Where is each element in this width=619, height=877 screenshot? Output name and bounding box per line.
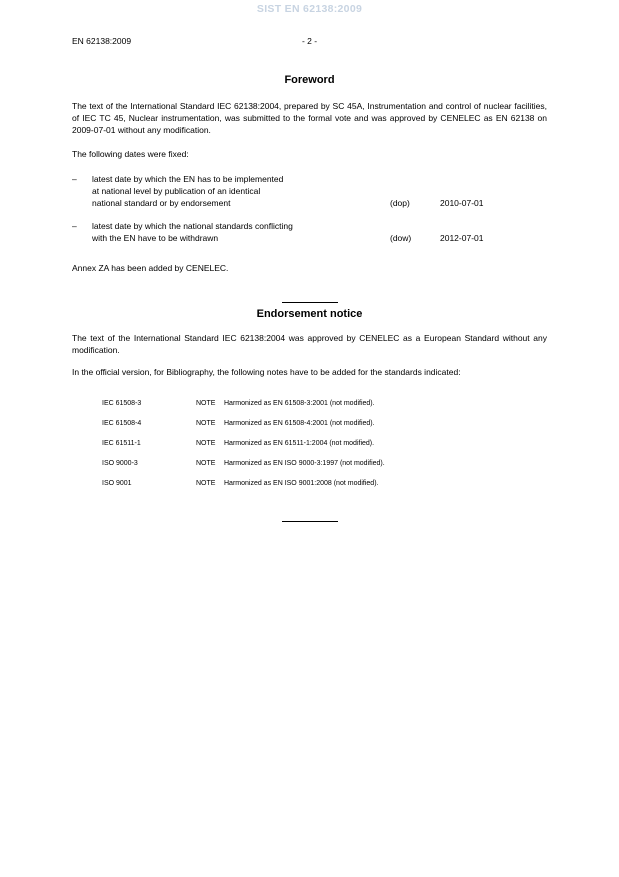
section-divider	[0, 290, 619, 308]
watermark-text: SIST EN 62138:2009	[256, 3, 363, 15]
note-text: Harmonized as EN 61511-1:2004 (not modified).	[224, 440, 375, 447]
note-row	[102, 460, 547, 480]
note-text: Harmonized as EN ISO 9000-3:1997 (not modified).	[224, 460, 385, 467]
list-dash: –	[72, 221, 77, 231]
section-divider	[0, 509, 619, 527]
date-entry-description: latest date by which the EN has to be implemented at national level by publication of an identical national standard or by endorsement	[92, 174, 284, 209]
date-entry-value: 2010-07-01	[440, 198, 484, 209]
endorsement-paragraph-1: The text of the International Standard IEC 62138:2004 was approved by CENELEC as a European Standard without any modification.	[72, 333, 547, 356]
header-page-number: - 2 -	[301, 36, 318, 46]
note-standard: IEC 61508-3	[102, 400, 142, 407]
note-label: NOTE	[196, 440, 216, 447]
note-label: NOTE	[196, 480, 216, 487]
note-standard: IEC 61511-1	[102, 440, 141, 447]
note-text: Harmonized as EN 61508-4:2001 (not modified).	[224, 420, 375, 427]
note-label: NOTE	[196, 460, 216, 467]
note-row	[102, 400, 547, 420]
note-standard: ISO 9000-3	[102, 460, 138, 467]
note-row	[102, 440, 547, 460]
date-entry-value: 2012-07-01	[440, 233, 484, 244]
note-label: NOTE	[196, 400, 216, 407]
annex-note-paragraph: Annex ZA has been added by CENELEC.	[72, 263, 229, 273]
endorsement-paragraph-2: In the official version, for Bibliography, the following notes have to be added for the standards indicated:	[72, 367, 461, 377]
date-entry-abbr: (dop)	[390, 198, 410, 209]
note-text: Harmonized as EN ISO 9001:2008 (not modified).	[224, 480, 379, 487]
note-text: Harmonized as EN 61508-3:2001 (not modified).	[224, 400, 375, 407]
note-row	[102, 480, 547, 500]
note-row	[102, 420, 547, 440]
foreword-intro-paragraph: The text of the International Standard IEC 62138:2004, prepared by SC 45A, Instrumentation and control of nuclear facilities, of IEC TC 45, Nuclear instrumentation, was submitted to the formal vote and was approved by CENELEC as EN 62138 on 2009-07-01 without any modification.	[72, 101, 547, 136]
endorsement-heading: Endorsement notice	[256, 308, 363, 320]
date-entry-description: latest date by which the national standards conflicting with the EN have to be withdrawn	[92, 221, 293, 244]
foreword-dates-intro: The following dates were fixed:	[72, 149, 189, 159]
note-standard: ISO 9001	[102, 480, 132, 487]
date-entry-abbr: (dow)	[390, 233, 412, 244]
list-dash: –	[72, 174, 77, 184]
note-standard: IEC 61508-4	[102, 420, 142, 427]
foreword-heading: Foreword	[284, 74, 335, 86]
note-label: NOTE	[196, 420, 216, 427]
harmonization-notes-list	[102, 400, 547, 500]
header-standard-number: EN 62138:2009	[72, 36, 132, 46]
